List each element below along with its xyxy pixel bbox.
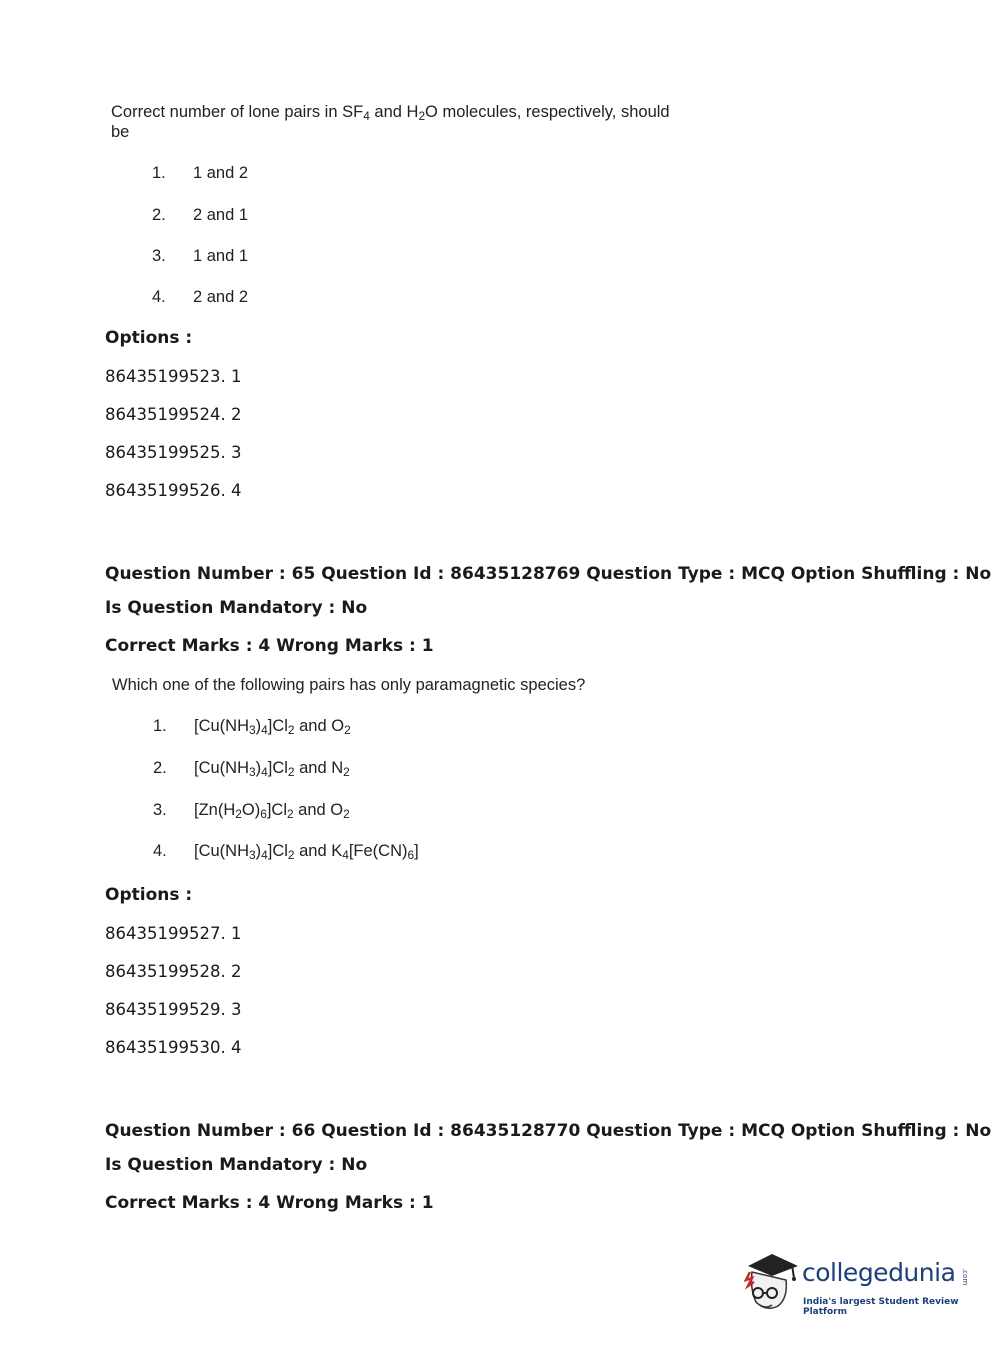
q64-options-label: Options :	[105, 328, 193, 348]
q66-marks: Correct Marks : 4 Wrong Marks : 1	[105, 1193, 434, 1213]
q65-marks: Correct Marks : 4 Wrong Marks : 1	[105, 636, 434, 656]
q64-stem-text-a: Correct number of lone pairs in SF	[111, 103, 364, 121]
mascot-icon	[742, 1250, 802, 1320]
q65-mandatory: Is Question Mandatory : No	[105, 598, 368, 618]
q65-choice-num: 2.	[153, 759, 167, 777]
q65-option-id: 86435199530. 4	[105, 1038, 242, 1057]
q65-options-label: Options :	[105, 885, 193, 905]
q65-choice-text: $[Cu(NH_3)_4]Cl_2$ and $N_2$	[194, 759, 350, 779]
q64-stem-sub-b: 2	[418, 108, 426, 123]
q64-choice-num: 4.	[152, 288, 166, 306]
q64-choice-text: 1 and 1	[193, 247, 249, 265]
q64-choice-text: 2 and 2	[193, 288, 249, 306]
q64-choice-text: 2 and 1	[193, 206, 249, 224]
q64-option-id: 86435199526. 4	[105, 481, 242, 500]
q64-stem-text-b: and H	[369, 103, 419, 121]
q65-stem: Which one of the following pairs has only paramagnetic species?	[112, 676, 586, 694]
q65-choice-num: 1.	[153, 717, 167, 735]
q64-choice-text: 1 and 2	[193, 164, 249, 182]
q65-choice-text: $[Cu(NH_3)_4]Cl_2$ and $O_2$	[194, 717, 351, 737]
q65-choice-num: 3.	[153, 801, 167, 819]
q64-option-id: 86435199523. 1	[105, 367, 242, 386]
q64-stem-sub-a: 4	[363, 108, 370, 123]
q66-mandatory: Is Question Mandatory : No	[105, 1155, 368, 1175]
q65-header: Question Number : 65 Question Id : 86435128769 Question Type : MCQ Option Shuffling : No	[105, 564, 992, 584]
q65-choice-num: 4.	[153, 842, 167, 860]
collegedunia-logo	[742, 1250, 972, 1320]
logo-tagline: India's largest Student Review Platform	[803, 1297, 959, 1317]
logo-com: .com	[961, 1268, 969, 1286]
q64-stem-line2: be	[111, 123, 130, 141]
q64-choice-num: 1.	[152, 164, 166, 182]
q64-choice-num: 3.	[152, 247, 166, 265]
q65-option-id: 86435199528. 2	[105, 962, 242, 981]
q64-option-id: 86435199524. 2	[105, 405, 242, 424]
q65-option-id: 86435199529. 3	[105, 1000, 242, 1019]
q65-choice-text: $[Zn(H_2O)_6]Cl_2$ and $O_2$	[194, 801, 350, 821]
q64-option-id: 86435199525. 3	[105, 443, 242, 462]
q64-choice-num: 2.	[152, 206, 166, 224]
logo-wordmark: collegedunia	[802, 1258, 956, 1287]
q66-header: Question Number : 66 Question Id : 86435128770 Question Type : MCQ Option Shuffling : No	[105, 1121, 992, 1141]
q65-option-id: 86435199527. 1	[105, 924, 242, 943]
q65-choice-text: $[Cu(NH_3)_4]Cl_2$ and $K_4[Fe(CN)_6]$	[194, 842, 419, 862]
q64-stem-line1	[111, 103, 670, 122]
q64-stem-text-c: O molecules, respectively, should	[425, 103, 670, 121]
